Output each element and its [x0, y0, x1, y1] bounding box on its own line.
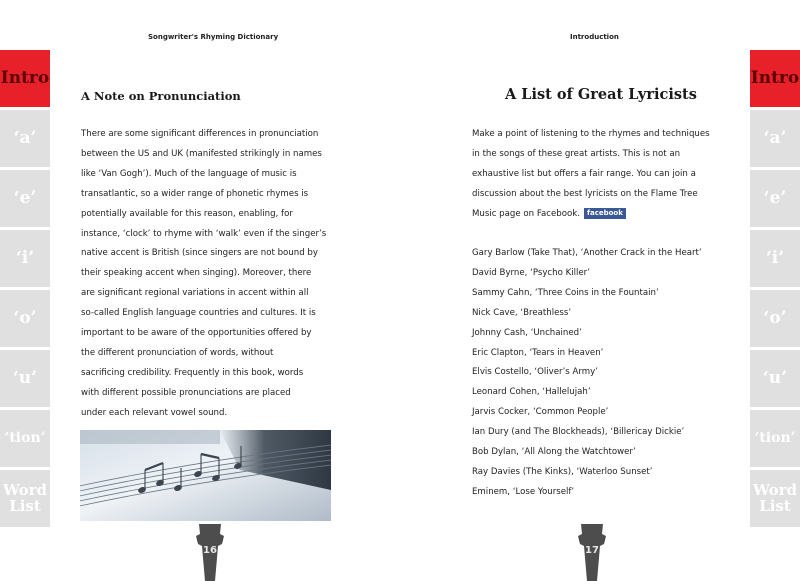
- paragraph-line: native accent is British (since singers are not bound by: [81, 248, 318, 259]
- tab-o-right[interactable]: ‘o’: [750, 290, 800, 347]
- paragraph-line: important to be aware of the opportunities offered by: [81, 328, 312, 339]
- paragraph-line: in the songs of these great artists. This is not an: [472, 148, 681, 159]
- paragraph-line: with different possible pronunciations are placed: [81, 387, 291, 398]
- heading-note-on-pronunciation: A Note on Pronunciation: [81, 89, 241, 103]
- paragraph-line: so-called English language countries and cultures. It is: [81, 308, 316, 319]
- paragraph-line: under each relevant vowel sound.: [81, 407, 228, 418]
- paragraph-line: Make a point of listening to the rhymes and techniques: [472, 129, 710, 139]
- facebook-badge[interactable]: facebook: [584, 208, 626, 219]
- paragraph-line: potentially available for this reason, enabling, for: [81, 208, 293, 219]
- tab-intro-right[interactable]: Intro: [750, 50, 800, 107]
- paragraph-line: the different pronunciation of words, without: [81, 347, 274, 358]
- tab-word-list-right[interactable]: Word List: [750, 470, 800, 527]
- paragraph-line: discussion about the best lyricists on the Flame Tree: [472, 188, 698, 199]
- tab-e-right[interactable]: ‘e’: [750, 170, 800, 227]
- paragraph-line: Music page on Facebook. facebook: [472, 205, 710, 225]
- list-item: David Byrne, ‘Psycho Killer’: [472, 267, 590, 278]
- paragraph-line: instance, ‘clock’ to rhyme with ‘walk’ even if the singer’s: [81, 228, 327, 239]
- list-item: Jarvis Cocker, ‘Common People’: [472, 407, 609, 418]
- pronunciation-paragraph: [81, 125, 326, 424]
- page-number-right: [572, 522, 612, 581]
- list-item: Ray Davies (The Kinks), ‘Waterloo Sunset’: [472, 466, 653, 477]
- tab-word-list-left[interactable]: Word List: [0, 470, 50, 527]
- page-number-text: 17: [585, 545, 599, 556]
- lyricists-list: [472, 244, 702, 503]
- tab-o-left[interactable]: ‘o’: [0, 290, 50, 347]
- paragraph-line: There are some significant differences in pronunciation: [81, 129, 319, 139]
- running-head-left: Songwriter's Rhyming Dictionary: [148, 33, 279, 41]
- sheet-music-photo: [80, 430, 331, 521]
- tab-tion-right[interactable]: ‘tion’: [750, 410, 800, 467]
- paragraph-line: between the US and UK (manifested strikingly in names: [81, 148, 322, 159]
- tab-u-left[interactable]: ‘u’: [0, 350, 50, 407]
- list-item: Johnny Cash, ‘Unchained’: [472, 327, 582, 338]
- list-item: Ian Dury (and The Blockheads), ‘Billericay Dickie’: [472, 427, 685, 438]
- tab-e-left[interactable]: ‘e’: [0, 170, 50, 227]
- paragraph-line: exhaustive list but offers a fair range. You can join a: [472, 168, 696, 179]
- paragraph-line: their speaking accent when singing). Moreover, there: [81, 268, 312, 279]
- list-item: Leonard Cohen, ‘Hallelujah’: [472, 387, 591, 398]
- tab-i-right[interactable]: ‘i’: [750, 230, 800, 287]
- running-head-right: Introduction: [570, 33, 619, 41]
- paragraph-line: transatlantic, so a wider range of phonetic rhymes is: [81, 188, 309, 199]
- tab-a-left[interactable]: ‘a’: [0, 110, 50, 167]
- paragraph-line: like ‘Van Gogh’). Much of the language of music is: [81, 168, 297, 179]
- list-item: Gary Barlow (Take That), ‘Another Crack in the Heart’: [472, 248, 702, 258]
- sheet-music-image: [80, 430, 331, 521]
- list-item: Eric Clapton, ‘Tears in Heaven’: [472, 347, 604, 358]
- page-number-left: [190, 522, 230, 581]
- lyricists-intro-paragraph: [472, 125, 710, 225]
- list-item: Nick Cave, ‘Breathless’: [472, 307, 572, 318]
- list-item: Elvis Costello, ‘Oliver’s Army’: [472, 367, 598, 378]
- list-item: Bob Dylan, ‘All Along the Watchtower’: [472, 447, 636, 458]
- tab-intro-left[interactable]: Intro: [0, 50, 50, 107]
- tab-a-right[interactable]: ‘a’: [750, 110, 800, 167]
- heading-list-of-great-lyricists: A List of Great Lyricists: [505, 86, 697, 103]
- list-item: Sammy Cahn, ‘Three Coins in the Fountain’: [472, 287, 659, 298]
- list-item: Eminem, ‘Lose Yourself’: [472, 486, 575, 497]
- tab-u-right[interactable]: ‘u’: [750, 350, 800, 407]
- page-number-text: 16: [203, 545, 217, 556]
- tab-i-left[interactable]: ‘i’: [0, 230, 50, 287]
- paragraph-line: sacrificing credibility. Frequently in this book, words: [81, 367, 304, 378]
- paragraph-line: are significant regional variations in accent within all: [81, 288, 309, 299]
- tab-tion-left[interactable]: ‘tion’: [0, 410, 50, 467]
